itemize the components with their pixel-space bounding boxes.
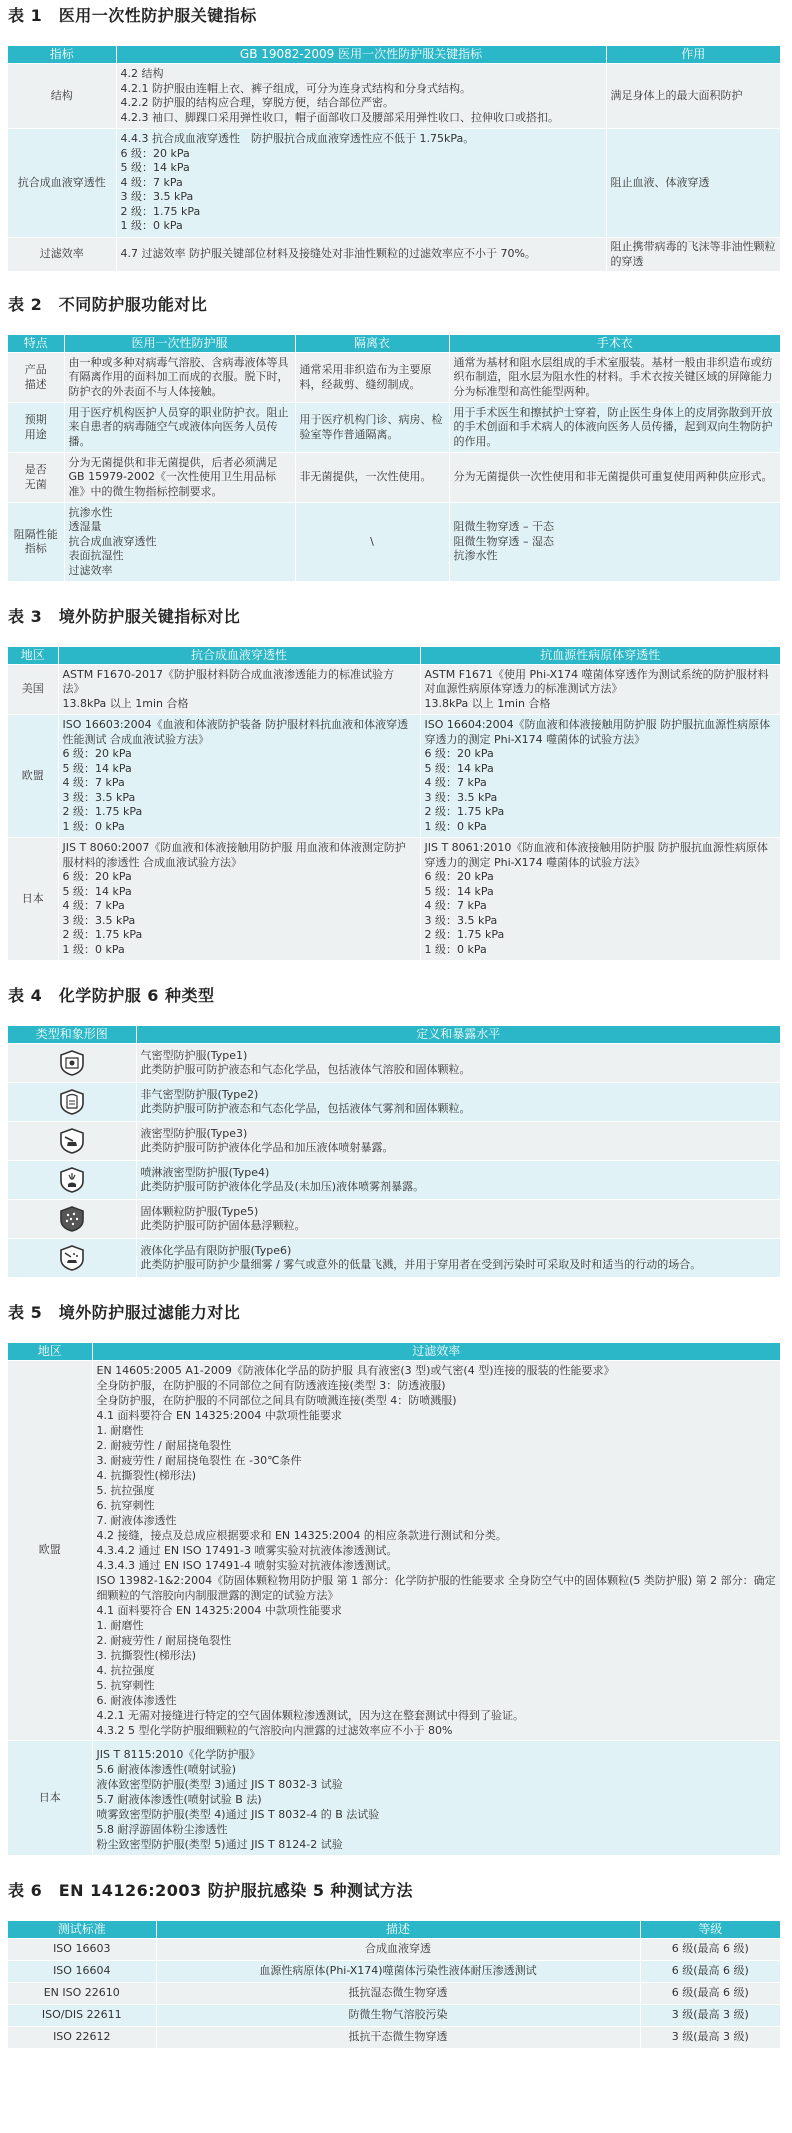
table-row [8,129,780,238]
table-cell: EN 14605:2005 A1-2009《防液体化学品的防护服 具有液密(3 型)或气密(4 型)连接的服装的性能要求》 全身防护服，在防护服的不同部位之间有防透液连接(类型 3：防透液服) 全身防护服，在防护服的不同部位之间具有防喷溅连接(类型 4：防喷溅服) 4.1 面料要符合 EN 14325:2004 中款项性能要求 1. 耐磨性 2. 耐疲劳性 / 耐屈挠龟裂性 3. 耐疲劳性 / 耐屈挠龟裂性 在 -30℃条件 4. 抗撕裂性(梯形法) 5. 抗拉强度 6. 抗穿刺性 7. 耐液体渗透性 4.2 接缝，接点及总成应根据要求和 EN 14325:2004 的相应条款进行测试和分类。 4.3.4.2 通过 EN ISO 17491-3 喷雾实验对抗液体渗透测试。 4.3.4.3 通过 EN ISO 17491-4 喷射实验对抗液体渗透测试。 ISO 13982-1&2:2004《防固体颗粒物用防护服 第 1 部分：化学防护服的性能要求 全身防空气中的固体颗粒(5 类防护服) 第 2 部分：确定细颗粒的气溶胶向内制服泄露的测定的试验方法》 4.1 面料要符合 EN 14325:2004 中款项性能要求 1. 耐磨性 2. 耐疲劳性 / 耐屈挠龟裂性 3. 抗撕裂性(梯形法) 4. 抗拉强度 5. 抗穿刺性 6. 耐液体渗透性 4.2.1 无需对接缝进行特定的空气固体颗粒渗透测试，因为这在整套测试中得到了验证。 4.3.2 5 型化学防护服细颗粒的气溶胶向内泄露的过滤效率应不小于 80% [92,1361,780,1741]
table6-title: 表 6 EN 14126:2003 防护服抗感染 5 种测试方法 [8,1881,414,1900]
table-cell: 4.2 结构 4.2.1 防护服由连帽上衣、裤子组成，可分为连身式结构和分身式结构。 4.2.2 防护服的结构应合理，穿脱方便，结合部位严密。 4.2.3 袖口、脚踝口采用弹性收口，帽子面部收口及腰部采用弹性收口、拉伸收口或搭扣。 [116,64,606,129]
type-name: 液密型防护服(Type3) [140,1126,248,1140]
table-cell: 3 级(最高 3 级) [640,2005,780,2027]
table-row [8,1361,780,1741]
pictogram-cell [8,1161,136,1200]
table-cell: 4.4.3 抗合成血液穿透性 防护服抗合成血液穿透性应不低于 1.75kPa。 6 级：20 kPa 5 级：14 kPa 4 级：7 kPa 3 级：3.5 kPa 2 级：1.75 kPa 1 级：0 kPa [116,129,606,238]
table6-header: 描述 [156,1921,640,1939]
table-row [8,715,780,838]
table-cell: 通常采用非织造布为主要原料，经裁剪、缝纫制成。 [295,353,449,403]
table-cell: 是否 无菌 [8,453,64,503]
table-cell: 用于医疗机构门诊、病房、检验室等作普通隔离。 [295,403,449,453]
type3-pictogram-icon [59,1128,85,1154]
table-cell: \ [295,503,449,582]
table-cell: 6 级(最高 6 级) [640,1983,780,2005]
table3-header: 地区 [8,647,58,665]
type-name: 液体化学品有限防护服(Type6) [140,1243,292,1257]
table1-header: GB 19082-2009 医用一次性防护服关键指标 [116,46,606,64]
table6-header: 测试标准 [8,1921,156,1939]
table-cell: 4.7 过滤效率 防护服关键部位材料及接缝处对非油性颗粒的过滤效率应不小于 70%。 [116,238,606,272]
table3-title: 表 3 境外防护服关键指标对比 [8,607,241,626]
pictogram-cell [8,1122,136,1161]
table-cell: ISO 16604:2004《防血液和体液接触用防护服 防护服抗血源性病原体穿透力的测定 Phi-X174 噬菌体的试验方法》 6 级：20 kPa 5 级：14 kPa 4 级：7 kPa 3 级：3.5 kPa 2 级：1.75 kPa 1 级：0 kPa [420,715,780,838]
table-cell: 由一种或多种对病毒气溶胶、含病毒液体等具有隔离作用的面料加工而成的衣服。脱下时，防护衣的外表面不与人体接触。 [64,353,295,403]
type-name: 非气密型防护服(Type2) [140,1087,259,1101]
table6-header: 等级 [640,1921,780,1939]
table5-header: 过滤效率 [92,1343,780,1361]
table-cell: 合成血液穿透 [156,1939,640,1961]
table-row [8,1983,780,2005]
table-cell: 6 级(最高 6 级) [640,1961,780,1983]
type2-pictogram-icon [59,1089,85,1115]
table-row [8,1939,780,1961]
table-cell: 结构 [8,64,116,129]
table3 [8,647,780,960]
table2-header: 隔离衣 [295,335,449,353]
table-cell: 通常为基材和阻水层组成的手术室服装。基材一般由非织造布或纺织布制造，阻水层为阻水性的材料。手术衣按关键区域的屏障能力分为标准型和高性能型两种。 [449,353,780,403]
table2 [8,335,780,581]
table-cell: 分为无菌提供一次性使用和非无菌提供可重复使用两种供应形式。 [449,453,780,503]
table-cell: ISO 16603:2004《血液和体液防护装备 防护服材料抗血液和体液穿透性能测试 合成血液试验方法》 6 级：20 kPa 5 级：14 kPa 4 级：7 kPa 3 级：3.5 kPa 2 级：1.75 kPa 1 级：0 kPa [58,715,420,838]
table-cell: 用于医疗机构医护人员穿的职业防护衣。阻止来自患者的病毒随空气或液体向医务人员传播。 [64,403,295,453]
table3-header: 抗血源性病原体穿透性 [420,647,780,665]
table5-header: 地区 [8,1343,92,1361]
type5-pictogram-icon [59,1206,85,1232]
table-row [8,2005,780,2027]
table-cell [136,1122,780,1161]
type-desc: 此类防护服可防护固体悬浮颗粒。 [140,1219,306,1232]
table3-header: 抗合成血液穿透性 [58,647,420,665]
table-row [8,1044,780,1083]
pictogram-cell [8,1239,136,1278]
table-cell: 抗合成血液穿透性 [8,129,116,238]
table2-header: 医用一次性防护服 [64,335,295,353]
table2-header: 特点 [8,335,64,353]
table-cell: EN ISO 22610 [8,1983,156,2005]
table-row [8,503,780,582]
table-cell [136,1083,780,1122]
table-cell: JIS T 8060:2007《防血液和体液接触用防护服 用血液和体液测定防护服材料的渗透性 合成血液试验方法》 6 级：20 kPa 5 级：14 kPa 4 级：7 kPa 3 级：3.5 kPa 2 级：1.75 kPa 1 级：0 kPa [58,838,420,961]
table4-header: 定义和暴露水平 [136,1026,780,1044]
table-cell: 用于手术医生和擦拭护士穿着，防止医生身体上的皮屑弥散到开放的手术创面和手术病人的体液向医务人员传播，起到双向生物防护的作用。 [449,403,780,453]
table-cell: 抗渗水性 透湿量 抗合成血液穿透性 表面抗湿性 过滤效率 [64,503,295,582]
table-row [8,665,780,715]
type-desc: 此类防护服可防护液体化学品和加压液体喷射暴露。 [140,1141,394,1154]
table-cell: 满足身体上的最大面积防护 [606,64,780,129]
table-cell: 血源性病原体(Phi-X174)噬菌体污染性液体耐压渗透测试 [156,1961,640,1983]
table-row [8,353,780,403]
table-row [8,1961,780,1983]
table-row [8,453,780,503]
table-cell [136,1161,780,1200]
table-row [8,2027,780,2049]
table-cell: JIS T 8115:2010《化学防护服》 5.6 耐液体渗透性(喷射试验) 液体致密型防护服(类型 3)通过 JIS T 8032-3 试验 5.7 耐液体渗透性(喷射试验 B 法) 喷雾致密型防护服(类型 4)通过 JIS T 8032-4 的 B 法试验 5.8 耐浮游固体粉尘渗透性 粉尘致密型防护服(类型 5)通过 JIS T 8124-2 试验 [92,1741,780,1856]
table-row [8,1200,780,1239]
table-row [8,1122,780,1161]
type-name: 喷淋液密型防护服(Type4) [140,1165,270,1179]
table-cell [136,1044,780,1083]
table4-title: 表 4 化学防护服 6 种类型 [8,986,215,1005]
table1-header: 作用 [606,46,780,64]
type-desc: 此类防护服可防护液态和气态化学品，包括液体气雾剂和固体颗粒。 [140,1102,471,1115]
table-cell: 产品 描述 [8,353,64,403]
type-name: 气密型防护服(Type1) [140,1048,248,1062]
table-cell: ISO 16604 [8,1961,156,1983]
table5 [8,1343,780,1855]
table-row [8,1741,780,1856]
table-cell [136,1239,780,1278]
table-row [8,1161,780,1200]
table-row [8,1239,780,1278]
table-cell: 6 级(最高 6 级) [640,1939,780,1961]
table-row [8,403,780,453]
table-row [8,64,780,129]
table-cell: ISO 16603 [8,1939,156,1961]
table-cell: 阻微生物穿透 – 干态 阻微生物穿透 – 湿态 抗渗水性 [449,503,780,582]
table1-header: 指标 [8,46,116,64]
table-cell: 日本 [8,838,58,961]
table-cell: 阻止携带病毒的飞沫等非油性颗粒的穿透 [606,238,780,272]
table-cell: ASTM F1670-2017《防护服材料防合成血液渗透能力的标准试验方法》 13.8kPa 以上 1min 合格 [58,665,420,715]
table-cell: 阻隔性能 指标 [8,503,64,582]
table-cell: 非无菌提供，一次性使用。 [295,453,449,503]
table-cell: 美国 [8,665,58,715]
table-row [8,838,780,961]
table1-title: 表 1 医用一次性防护服关键指标 [8,6,257,25]
table-cell: JIS T 8061:2010《防血液和体液接触用防护服 防护服抗血源性病原体穿透力的测定 Phi-X174 噬菌体的试验方法》 6 级：20 kPa 5 级：14 kPa 4 级：7 kPa 3 级：3.5 kPa 2 级：1.75 kPa 1 级：0 kPa [420,838,780,961]
table-cell: 欧盟 [8,715,58,838]
document [8,8,788,2048]
table5-title: 表 5 境外防护服过滤能力对比 [8,1303,241,1322]
table-cell: 防微生物气溶胶污染 [156,2005,640,2027]
table-cell: 日本 [8,1741,92,1856]
type-desc: 此类防护服可防护液态和气态化学品，包括液体气溶胶和固体颗粒。 [140,1063,471,1076]
table-cell: 欧盟 [8,1361,92,1741]
table2-title: 表 2 不同防护服功能对比 [8,295,208,314]
type1-pictogram-icon [59,1050,85,1076]
table-cell: ISO 22612 [8,2027,156,2049]
table-cell: 抵抗湿态微生物穿透 [156,1983,640,2005]
pictogram-cell [8,1044,136,1083]
table-cell: ISO/DIS 22611 [8,2005,156,2027]
table-cell: 抵抗干态微生物穿透 [156,2027,640,2049]
type-desc: 此类防护服可防护少量细雾 / 雾气或意外的低量飞溅，并用于穿用者在受到污染时可采取及时和适当的行动的场合。 [140,1258,702,1271]
table-cell: ASTM F1671《使用 Phi-X174 噬菌体穿透作为测试系统的防护服材料对血源性病原体穿透力的标准测试方法》 13.8kPa 以上 1min 合格 [420,665,780,715]
table-cell: 分为无菌提供和非无菌提供，后者必须满足 GB 15979-2002《一次性使用卫生用品标准》中的微生物指标控制要求。 [64,453,295,503]
table-cell: 过滤效率 [8,238,116,272]
table1 [8,46,780,271]
table-cell: 预期 用途 [8,403,64,453]
table-cell: 阻止血液、体液穿透 [606,129,780,238]
table-row [8,1083,780,1122]
type-name: 固体颗粒防护服(Type5) [140,1204,259,1218]
pictogram-cell [8,1083,136,1122]
table4 [8,1026,780,1277]
pictogram-cell [8,1200,136,1239]
table-cell [136,1200,780,1239]
table4-header: 类型和象形图 [8,1026,136,1044]
table6 [8,1921,780,2048]
table2-header: 手术衣 [449,335,780,353]
type-desc: 此类防护服可防护液体化学品及(未加压)液体喷雾剂暴露。 [140,1180,425,1193]
type4-pictogram-icon [59,1167,85,1193]
table-row [8,238,780,272]
table-cell: 3 级(最高 3 级) [640,2027,780,2049]
type6-pictogram-icon [59,1245,85,1271]
